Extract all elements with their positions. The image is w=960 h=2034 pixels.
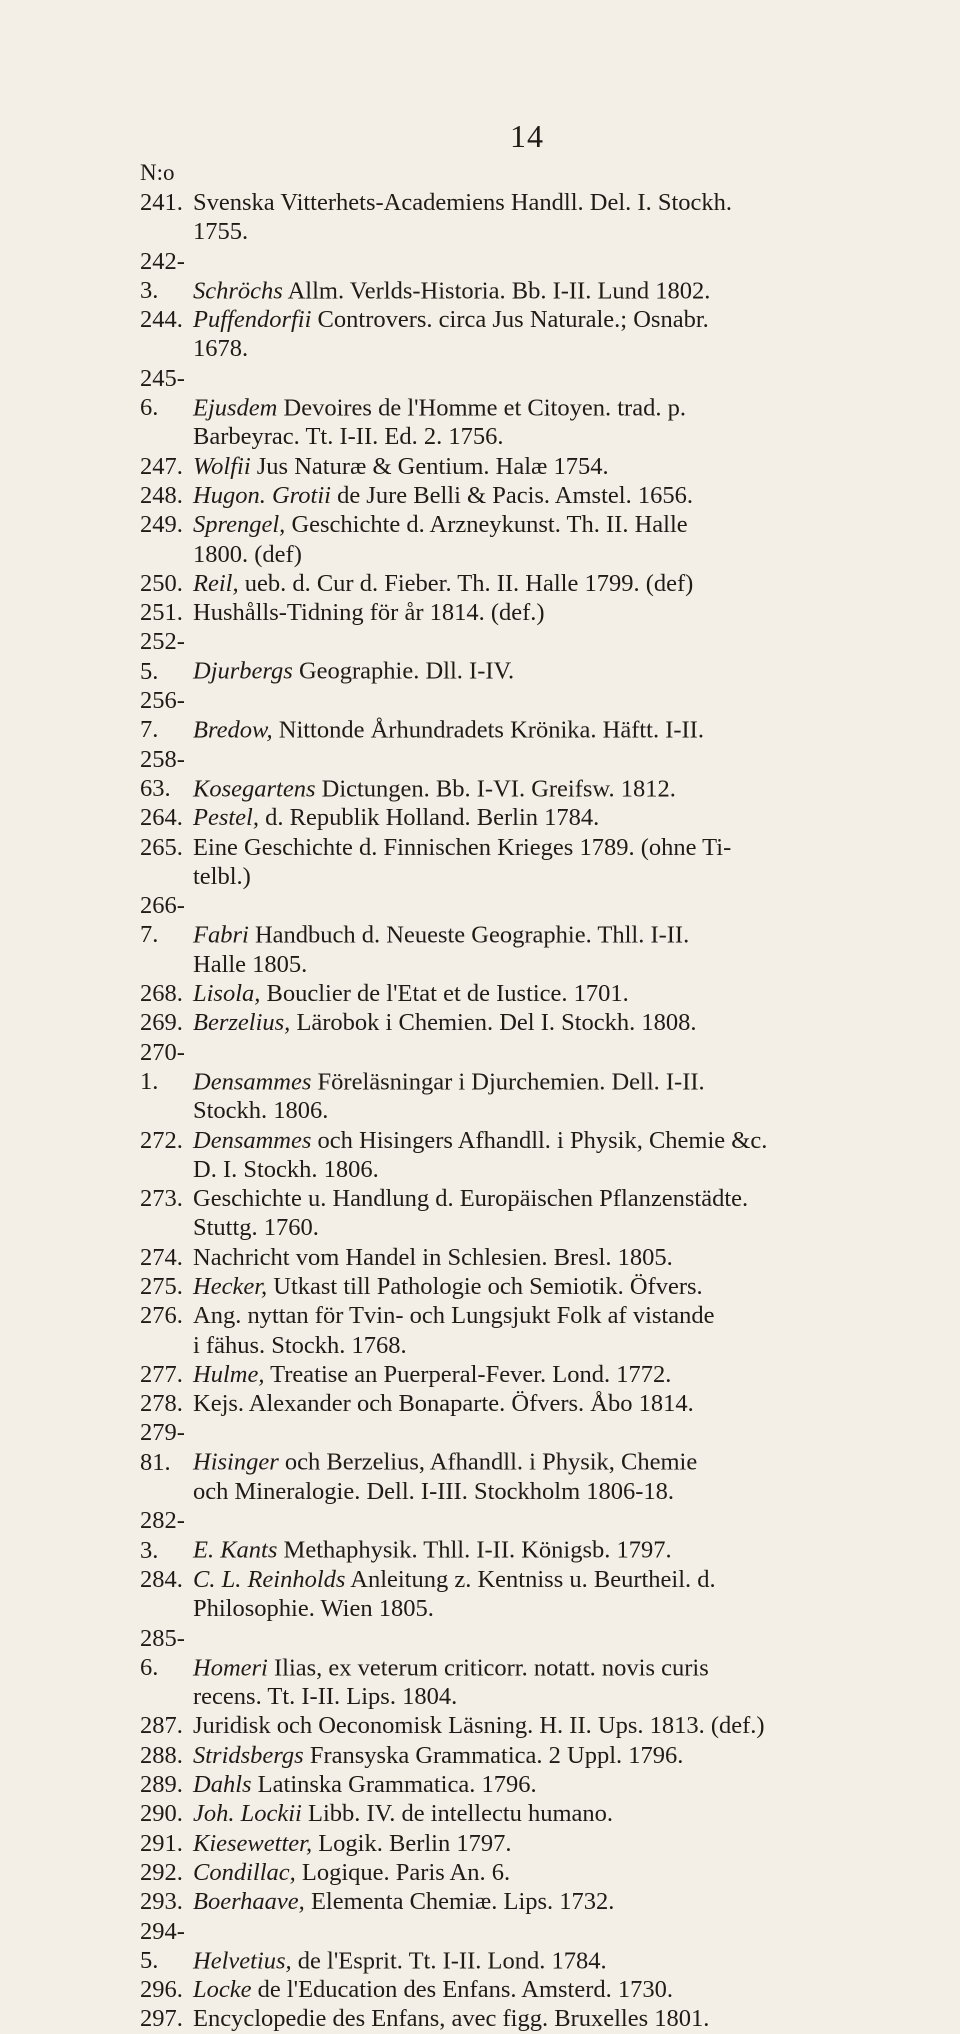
entry-number: 279-81. [140,1419,185,1476]
entry-number: 266-7. [140,892,185,949]
entry-text: Hushålls-Tidning för år 1814. (def.) [193,599,545,627]
entry-text: Juridisk och Oeconomisk Läsning. H. II. Ups. 1813. (def.) [193,1712,765,1740]
entry-author: Homeri [193,1653,268,1681]
catalogue-entry [140,1711,900,1740]
entry-continuation: Barbeyrac. Tt. I-II. Ed. 2. 1756. [193,423,504,451]
entry-number: 285-6. [140,1624,185,1681]
entry-continuation: 1678. [193,335,249,363]
entry-text: Eine Geschichte d. Finnischen Krieges 1789. (ohne Ti- [193,833,732,861]
catalogue-entry [140,1624,900,1712]
entry-number: 276. [140,1302,183,1330]
catalogue-entry [140,891,900,979]
entry-author: Stridsbergs [193,1741,304,1769]
entry-number: 252-5. [140,628,185,685]
entry-text: Geschichte u. Handlung d. Europäischen Pflanzenstädte. [193,1185,749,1213]
page-number: 14 [510,118,544,154]
entry-number: 291. [140,1829,183,1857]
entry-author: Fabri [193,921,249,949]
entry-author: Lisola, [193,980,261,1008]
entry-author: Condillac, [193,1858,296,1886]
catalogue-entry [140,1829,900,1858]
entry-number: 284. [140,1565,183,1593]
catalogue-entry [140,1770,900,1799]
entry-author: Joh. Lockii [193,1800,302,1828]
entry-author: C. L. Reinholds [193,1565,346,1593]
catalogue-entry [140,1506,900,1565]
entry-continuation: Philosophie. Wien 1805. [193,1595,434,1623]
entry-number: 268. [140,980,183,1008]
entry-text: de l'Education des Enfans. Amsterd. 1730. [257,1976,674,2004]
entry-number: 282-3. [140,1507,185,1564]
entry-continuation: telbl.) [193,862,251,890]
entry-text: Nittonde Århundradets Krönika. Häftt. I-II. [278,716,704,744]
entry-number: 297. [140,2005,183,2033]
catalogue-entry [140,1887,900,1916]
entry-author: Djurbergs [193,657,293,685]
entry-text: d. Republik Holland. Berlin 1784. [265,804,600,832]
entry-continuation: Halle 1805. [193,950,308,978]
catalogue-entry [140,247,900,306]
catalogue-entry [140,1243,900,1272]
entry-number: 270-1. [140,1038,185,1095]
entry-text: och Hisingers Afhandll. i Physik, Chemie &c. [317,1126,768,1154]
entry-text: Methaphysik. Thll. I-II. Königsb. 1797. [283,1536,672,1564]
entry-continuation: 1755. [193,218,249,246]
entry-number: 250. [140,569,183,597]
catalogue-entry [140,1975,900,2004]
entry-number: 248. [140,481,183,509]
catalogue-entry [140,979,900,1008]
entry-number: 273. [140,1185,183,1213]
entry-number: 293. [140,1888,183,1916]
catalogue-entry [140,2004,900,2033]
entry-number: 258-63. [140,745,185,802]
catalogue-entry [140,803,900,832]
entry-author: Boerhaave, [193,1888,305,1916]
entry-text: Handbuch d. Neueste Geographie. Thll. I-II. [254,921,690,949]
entry-continuation: recens. Tt. I-II. Lips. 1804. [193,1683,458,1711]
catalogue-entry [140,364,900,452]
entry-text: Lärobok i Chemien. Del I. Stockh. 1808. [296,1009,697,1037]
entry-number: 275. [140,1272,183,1300]
entry-author: Helvetius, [193,1946,292,1974]
entry-author: Hisinger [193,1448,279,1476]
entry-text: Geographie. Dll. I-IV. [298,657,515,685]
catalogue-entry [140,1272,900,1301]
entry-number: 290. [140,1800,183,1828]
entry-text: Fransyska Grammatica. 2 Uppl. 1796. [309,1741,684,1769]
entry-number: 292. [140,1858,183,1886]
entry-number: 296. [140,1976,183,2004]
entry-author: Locke [193,1976,252,2004]
entry-text: Logique. Paris An. 6. [301,1858,511,1886]
entry-text: Svenska Vitterhets-Academiens Handll. Del. I. Stockh. [193,189,732,216]
entry-text: Jus Naturæ & Gentium. Halæ 1754. [256,452,609,480]
entry-number: 264. [140,804,183,832]
entry-number: 277. [140,1360,183,1388]
entry-text: Devoires de l'Homme et Citoyen. trad. p. [283,394,686,422]
catalogue-entry [140,1858,900,1887]
entry-author: Kosegartens [193,774,316,802]
entry-number: 287. [140,1712,183,1740]
catalogue-entry [140,598,900,627]
entry-number: 249. [140,511,183,539]
entry-author: Berzelius, [193,1009,291,1037]
catalogue-entry [140,452,900,481]
entry-number: 245-6. [140,364,185,422]
entry-text: Ilias, ex veterum criticorr. notatt. novis curis [273,1653,709,1681]
entry-text: Libb. IV. de intellectu humano. [308,1800,614,1828]
entry-text: Treatise an Puerperal-Fever. Lond. 1772. [270,1360,672,1388]
entry-author: Densammes [193,1067,312,1095]
entry-author: Densammes [193,1126,312,1154]
entry-text: Controvers. circa Jus Naturale.; Osnabr. [317,306,709,334]
entry-number: 256-7. [140,687,185,744]
catalogue-entry [140,510,900,569]
catalogue-entry [140,1741,900,1770]
entry-continuation: och Mineralogie. Dell. I-III. Stockholm 1806-18. [193,1478,675,1506]
entry-text: de l'Esprit. Tt. I-II. Lond. 1784. [297,1946,607,1974]
catalogue-entry [140,1418,900,1506]
entry-author: Dahls [193,1771,252,1799]
entry-number: 274. [140,1243,183,1271]
number-column-label: N:o [140,160,175,185]
entry-text: Latinska Grammatica. 1796. [257,1771,537,1799]
entry-number: 278. [140,1390,183,1418]
entry-continuation: Stockh. 1806. [193,1097,329,1125]
catalogue-entry [140,1184,900,1243]
entry-number: 294-5. [140,1917,185,1974]
entry-author: Wolfii [193,452,251,480]
entry-author: Hecker, [193,1272,268,1300]
catalogue-entry [140,569,900,598]
entry-number: 241. [140,189,183,216]
entry-text: Anleitung z. Kentniss u. Beurtheil. d. [350,1565,716,1593]
entry-number: 269. [140,1009,183,1037]
catalogue-entry [140,481,900,510]
entry-text: och Berzelius, Afhandll. i Physik, Chemie [284,1448,698,1476]
catalogue-entries [140,188,900,2034]
entry-author: Pestel, [193,804,259,832]
entry-text: Bouclier de l'Etat et de Iustice. 1701. [266,980,629,1008]
entry-author: Ejusdem [193,394,278,422]
catalogue-entry [140,1008,900,1037]
catalogue-entry [140,1917,900,1976]
entry-text: Dictungen. Bb. I-VI. Greifsw. 1812. [321,774,676,802]
entry-text: Elementa Chemiæ. Lips. 1732. [310,1888,615,1916]
entry-number: 242-3. [140,247,185,304]
catalogue-entry [140,627,900,686]
entry-continuation: 1800. (def) [193,540,302,568]
catalogue-entry [140,833,900,892]
catalogue-entry [140,1360,900,1389]
entry-author: Reil, [193,569,239,597]
catalogue-entry [140,305,900,364]
entry-text: Geschichte d. Arzneykunst. Th. II. Halle [291,511,688,539]
entry-text: de Jure Belli & Pacis. Amstel. 1656. [337,481,693,509]
entry-text: Encyclopedie des Enfans, avec figg. Bruxelles 1801. [193,2005,710,2033]
entry-number: 244. [140,306,183,334]
entry-author: Hugon. Grotii [193,481,331,509]
entry-number: 247. [140,452,183,480]
entry-number: 288. [140,1741,183,1769]
catalogue-entry [140,1565,900,1624]
entry-text: Allm. Verlds-Historia. Bb. I-II. Lund 1802. [287,276,711,304]
entry-number: 265. [140,833,183,861]
entry-continuation: Stuttg. 1760. [193,1214,319,1242]
entry-text: Ang. nyttan för Tvin- och Lungsjukt Folk af vistande [193,1302,715,1330]
entry-text: Nachricht vom Handel in Schlesien. Bresl. 1805. [193,1243,673,1271]
catalogue-entry [140,686,900,745]
catalogue-entry [140,1389,900,1418]
catalogue-entry [140,1126,900,1185]
catalogue-entry [140,188,900,247]
entry-continuation: D. I. Stockh. 1806. [193,1155,379,1183]
entry-author: E. Kants [193,1536,278,1564]
entry-author: Bredow, [193,716,273,744]
entry-number: 251. [140,599,183,627]
entry-text: Utkast till Pathologie och Semiotik. Öfvers. [273,1272,703,1300]
entry-continuation: i fähus. Stockh. 1768. [193,1331,407,1359]
entry-text: Kejs. Alexander och Bonaparte. Öfvers. Åbo 1814. [193,1390,694,1418]
entry-author: Schröchs [193,276,283,304]
entry-author: Puffendorfii [193,306,312,334]
entry-author: Sprengel, [193,511,286,539]
catalogue-entry [140,1038,900,1126]
entry-author: Kiesewetter, [193,1829,313,1857]
entry-text: Logik. Berlin 1797. [318,1829,512,1857]
entry-number: 272. [140,1126,183,1154]
entry-number: 289. [140,1771,183,1799]
entry-text: Föreläsningar i Djurchemien. Dell. I-II. [317,1067,705,1095]
entry-text: ueb. d. Cur d. Fieber. Th. II. Halle 1799. (def) [244,569,694,597]
entry-author: Hulme, [193,1360,265,1388]
catalogue-entry [140,1301,900,1360]
catalogue-entry [140,1799,900,1828]
catalogue-entry [140,745,900,804]
